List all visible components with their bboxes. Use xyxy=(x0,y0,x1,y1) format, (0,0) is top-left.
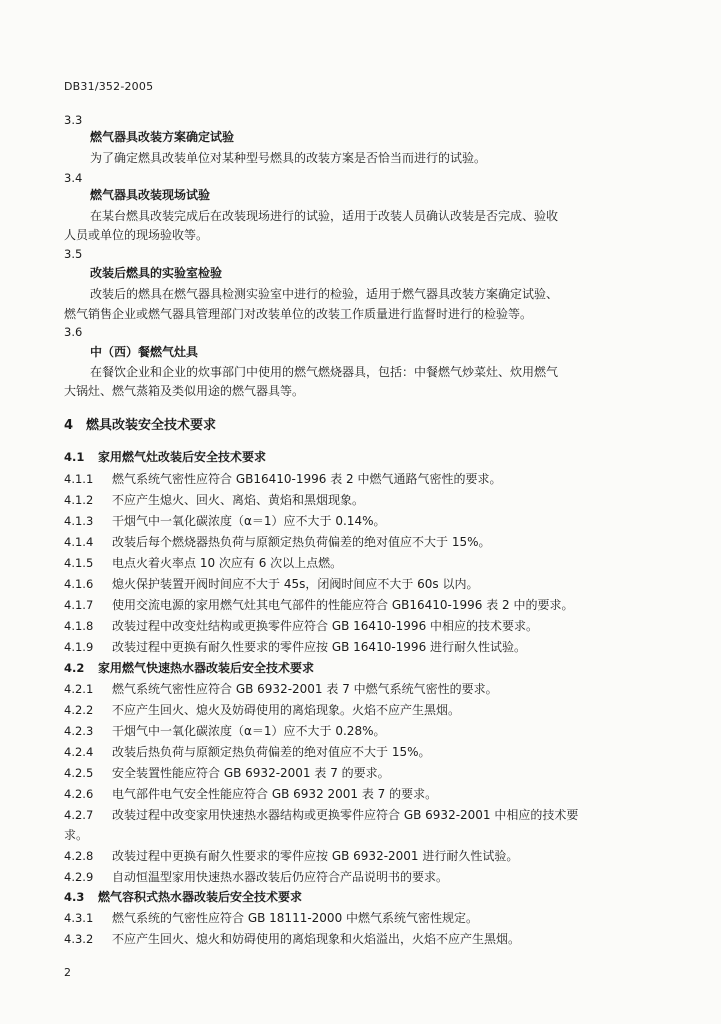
clause-number: 3.3 xyxy=(64,113,83,127)
item-number: 4.3.2 xyxy=(64,932,94,946)
subsection-title: 家用燃气灶改装后安全技术要求 xyxy=(98,450,267,464)
item-text: 改装过程中更换有耐久性要求的零件应按 GB 16410-1996 进行耐久性试验。 xyxy=(112,640,527,654)
item-text: 不应产生回火、熄火及妨碍使用的离焰现象。火焰不应产生黑烟。 xyxy=(112,703,461,717)
item-text: 安全装置性能应符合 GB 6932-2001 表 7 的要求。 xyxy=(112,766,390,780)
page-number: 2 xyxy=(64,966,71,979)
item-text: 改装过程中改变家用快速热水器结构或更换零件应符合 GB 6932-2001 中相应的技术要 xyxy=(112,808,579,822)
item-text: 燃气系统气密性应符合 GB 6932-2001 表 7 中燃气系统气密性的要求。 xyxy=(112,682,498,696)
item-text: 干烟气中一氧化碳浓度（α＝1）应不大于 0.14%。 xyxy=(112,514,386,528)
item-number: 4.1.9 xyxy=(64,640,94,654)
clause-text: 为了确定燃具改装单位对某种型号燃具的改装方案是否恰当而进行的试验。 xyxy=(90,151,487,165)
subsection-number: 4.3 xyxy=(64,890,85,904)
clause-text: 改装后的燃具在燃气器具检测实验室中进行的检验，适用于燃气器具改装方案确定试验、 xyxy=(90,287,559,301)
item-number: 4.1.6 xyxy=(64,577,94,591)
item-number: 4.2.3 xyxy=(64,724,94,738)
item-number: 4.1.2 xyxy=(64,493,94,507)
subsection-title: 家用燃气快速热水器改装后安全技术要求 xyxy=(98,661,315,675)
item-number: 4.2.6 xyxy=(64,787,94,801)
item-number: 4.2.7 xyxy=(64,808,94,822)
item-number: 4.1.8 xyxy=(64,619,94,633)
standard-code: DB31/352-2005 xyxy=(64,80,154,93)
subsection-title: 燃气容积式热水器改装后安全技术要求 xyxy=(98,890,303,904)
item-number: 4.2.2 xyxy=(64,703,94,717)
item-text: 自动恒温型家用快速热水器改装后仍应符合产品说明书的要求。 xyxy=(112,870,449,884)
item-number: 4.2.1 xyxy=(64,682,94,696)
item-number: 4.2.8 xyxy=(64,849,94,863)
clause-title: 燃气器具改装现场试验 xyxy=(90,188,211,202)
item-number: 4.1.3 xyxy=(64,514,94,528)
item-text: 使用交流电源的家用燃气灶其电气部件的性能应符合 GB16410-1996 表 2 中的要求。 xyxy=(112,598,574,612)
clause-text: 人员或单位的现场验收等。 xyxy=(64,228,209,242)
item-number: 4.3.1 xyxy=(64,911,94,925)
item-number: 4.2.9 xyxy=(64,870,94,884)
clause-text: 大锅灶、燃气蒸箱及类似用途的燃气器具等。 xyxy=(64,384,305,398)
clause-title: 改装后燃具的实验室检验 xyxy=(90,266,223,280)
item-text: 干烟气中一氧化碳浓度（α＝1）应不大于 0.28%。 xyxy=(112,724,386,738)
item-number: 4.1.7 xyxy=(64,598,94,612)
item-text: 熄火保护装置开阀时间应不大于 45s，闭阀时间应不大于 60s 以内。 xyxy=(112,577,479,591)
item-number: 4.1.4 xyxy=(64,535,94,549)
item-text: 不应产生回火、熄火和妨碍使用的离焰现象和火焰溢出，火焰不应产生黑烟。 xyxy=(112,932,521,946)
item-text: 燃气系统气密性应符合 GB16410-1996 表 2 中燃气通路气密性的要求。 xyxy=(112,472,502,486)
clause-title: 中（西）餐燃气灶具 xyxy=(90,345,199,359)
clause-text: 燃气销售企业或燃气器具管理部门对改装单位的改装工作质量进行监督时进行的检验等。 xyxy=(64,307,533,321)
item-text: 燃气系统的气密性应符合 GB 18111-2000 中燃气系统气密性规定。 xyxy=(112,911,479,925)
subsection-number: 4.1 xyxy=(64,450,85,464)
item-text-continued: 求。 xyxy=(64,828,89,842)
item-text: 不应产生熄火、回火、离焰、黄焰和黑烟现象。 xyxy=(112,493,365,507)
item-number: 4.2.4 xyxy=(64,745,94,759)
item-text: 电点火着火率点 10 次应有 6 次以上点燃。 xyxy=(112,556,343,570)
subsection-number: 4.2 xyxy=(64,661,85,675)
item-text: 改装过程中改变灶结构或更换零件应符合 GB 16410-1996 中相应的技术要求。 xyxy=(112,619,539,633)
item-number: 4.1.1 xyxy=(64,472,94,486)
clause-number: 3.5 xyxy=(64,247,83,261)
item-text: 改装后热负荷与原额定热负荷偏差的绝对值应不大于 15%。 xyxy=(112,745,431,759)
clause-title: 燃气器具改装方案确定试验 xyxy=(90,130,235,144)
clause-number: 3.6 xyxy=(64,325,83,339)
section-heading: 4 燃具改装安全技术要求 xyxy=(64,418,217,433)
item-text: 电气部件电气安全性能应符合 GB 6932 2001 表 7 的要求。 xyxy=(112,787,438,801)
clause-text: 在餐饮企业和企业的炊事部门中使用的燃气燃烧器具，包括：中餐燃气炒菜灶、炊用燃气 xyxy=(90,365,559,379)
item-number: 4.2.5 xyxy=(64,766,94,780)
clause-text: 在某台燃具改装完成后在改装现场进行的试验，适用于改装人员确认改装是否完成、验收 xyxy=(90,209,559,223)
item-text: 改装后每个燃烧器热负荷与原额定热负荷偏差的绝对值应不大于 15%。 xyxy=(112,535,491,549)
item-text: 改装过程中更换有耐久性要求的零件应按 GB 6932-2001 进行耐久性试验。 xyxy=(112,849,519,863)
item-number: 4.1.5 xyxy=(64,556,94,570)
clause-number: 3.4 xyxy=(64,171,83,185)
